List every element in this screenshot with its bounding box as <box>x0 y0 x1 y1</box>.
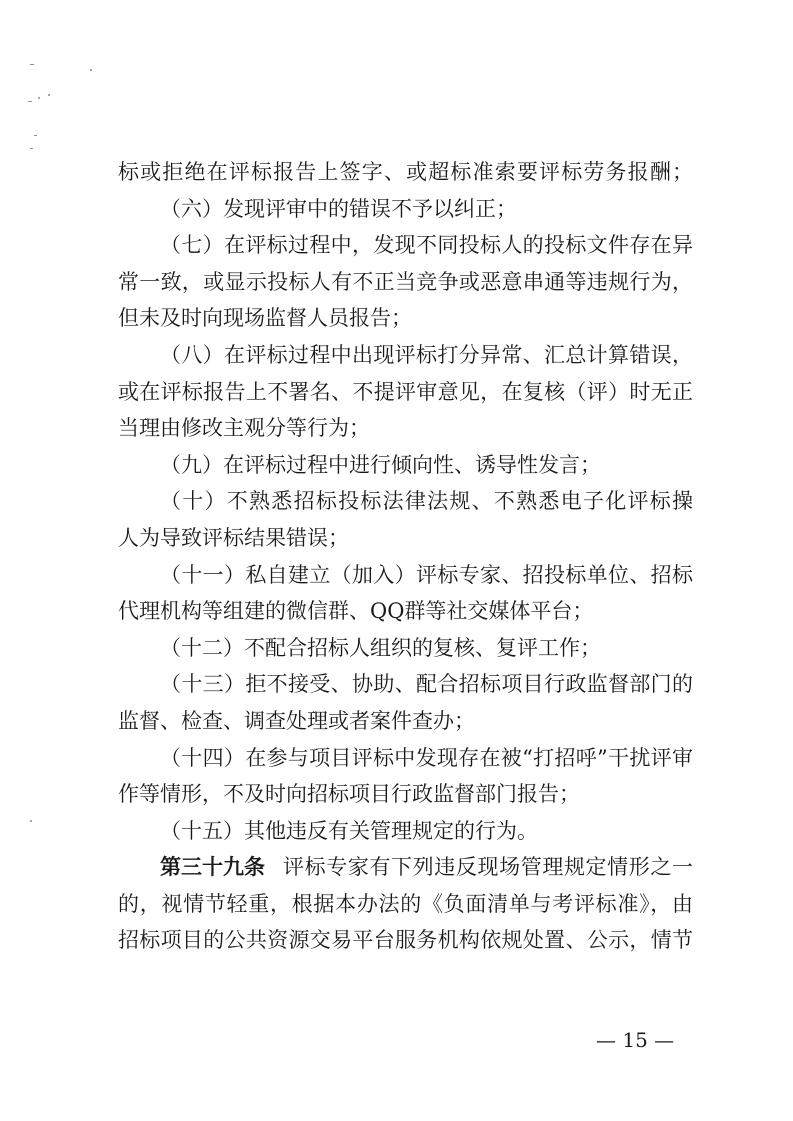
scan-speck <box>48 94 50 96</box>
text-line: 监督、检查、调查处理或者案件查办； <box>118 708 475 733</box>
text-line: 评标专家有下列违反现场管理规定情形之一 <box>283 855 693 880</box>
text-line: （十五）其他违反有关管理规定的行为。 <box>160 818 538 843</box>
text-line: 代理机构等组建的微信群、QQ群等社交媒体平台； <box>118 599 594 624</box>
text-line: （十一）私自建立（加入）评标专家、招投标单位、招标 <box>160 562 693 587</box>
text-line: 人为导致评标结果错误； <box>118 525 349 550</box>
text-line: （十四）在参与项目评标中发现存在被“打招呼”干扰评审 <box>160 745 693 770</box>
text-line: （八）在评标过程中出现评标打分异常、汇总计算错误， <box>160 342 693 367</box>
text-line: （十）不熟悉招标投标法律法规、不熟悉电子化评标操 <box>160 489 693 514</box>
text-line: 的，视情节轻重，根据本办法的《负面清单与考评标准》，由 <box>118 891 693 916</box>
text-line: 招标项目的公共资源交易平台服务机构依规处置、公示，情节 <box>118 928 693 953</box>
scan-speck <box>38 97 40 99</box>
scan-speck <box>30 64 34 65</box>
scan-speck <box>90 69 92 71</box>
text-line: （六）发现评审中的错误不予以纠正； <box>160 196 517 221</box>
text-line: 或在评标报告上不署名、不提评审意见，在复核（评）时无正 <box>118 379 693 404</box>
scan-speck <box>30 820 32 822</box>
text-line: （九）在评标过程中进行倾向性、诱导性发言； <box>160 452 601 477</box>
text-line: （十二）不配合招标人组织的复核、复评工作； <box>160 635 601 660</box>
text-line: （十三）拒不接受、协助、配合招标项目行政监督部门的 <box>160 672 693 697</box>
text-line: 常一致，或显示投标人有不正当竞争或恶意串通等违规行为， <box>118 269 693 294</box>
text-line: 作等情形，不及时向招标项目行政监督部门报告； <box>118 782 580 807</box>
scan-speck <box>34 135 37 136</box>
scan-speck <box>30 148 33 149</box>
text-line: （七）在评标过程中，发现不同投标人的投标文件存在异 <box>160 233 693 258</box>
text-line: 当理由修改主观分等行为； <box>118 416 370 441</box>
article-heading: 第三十九条 <box>160 854 265 880</box>
body-text <box>118 154 693 959</box>
article-line <box>118 849 693 886</box>
text-line: 标或拒绝在评标报告上签字、或超标准索要评标劳务报酬； <box>118 160 693 184</box>
scan-speck <box>28 101 32 102</box>
page-number: — 15 — <box>596 1028 675 1052</box>
text-line: 但未及时向现场监督人员报告； <box>118 306 412 331</box>
